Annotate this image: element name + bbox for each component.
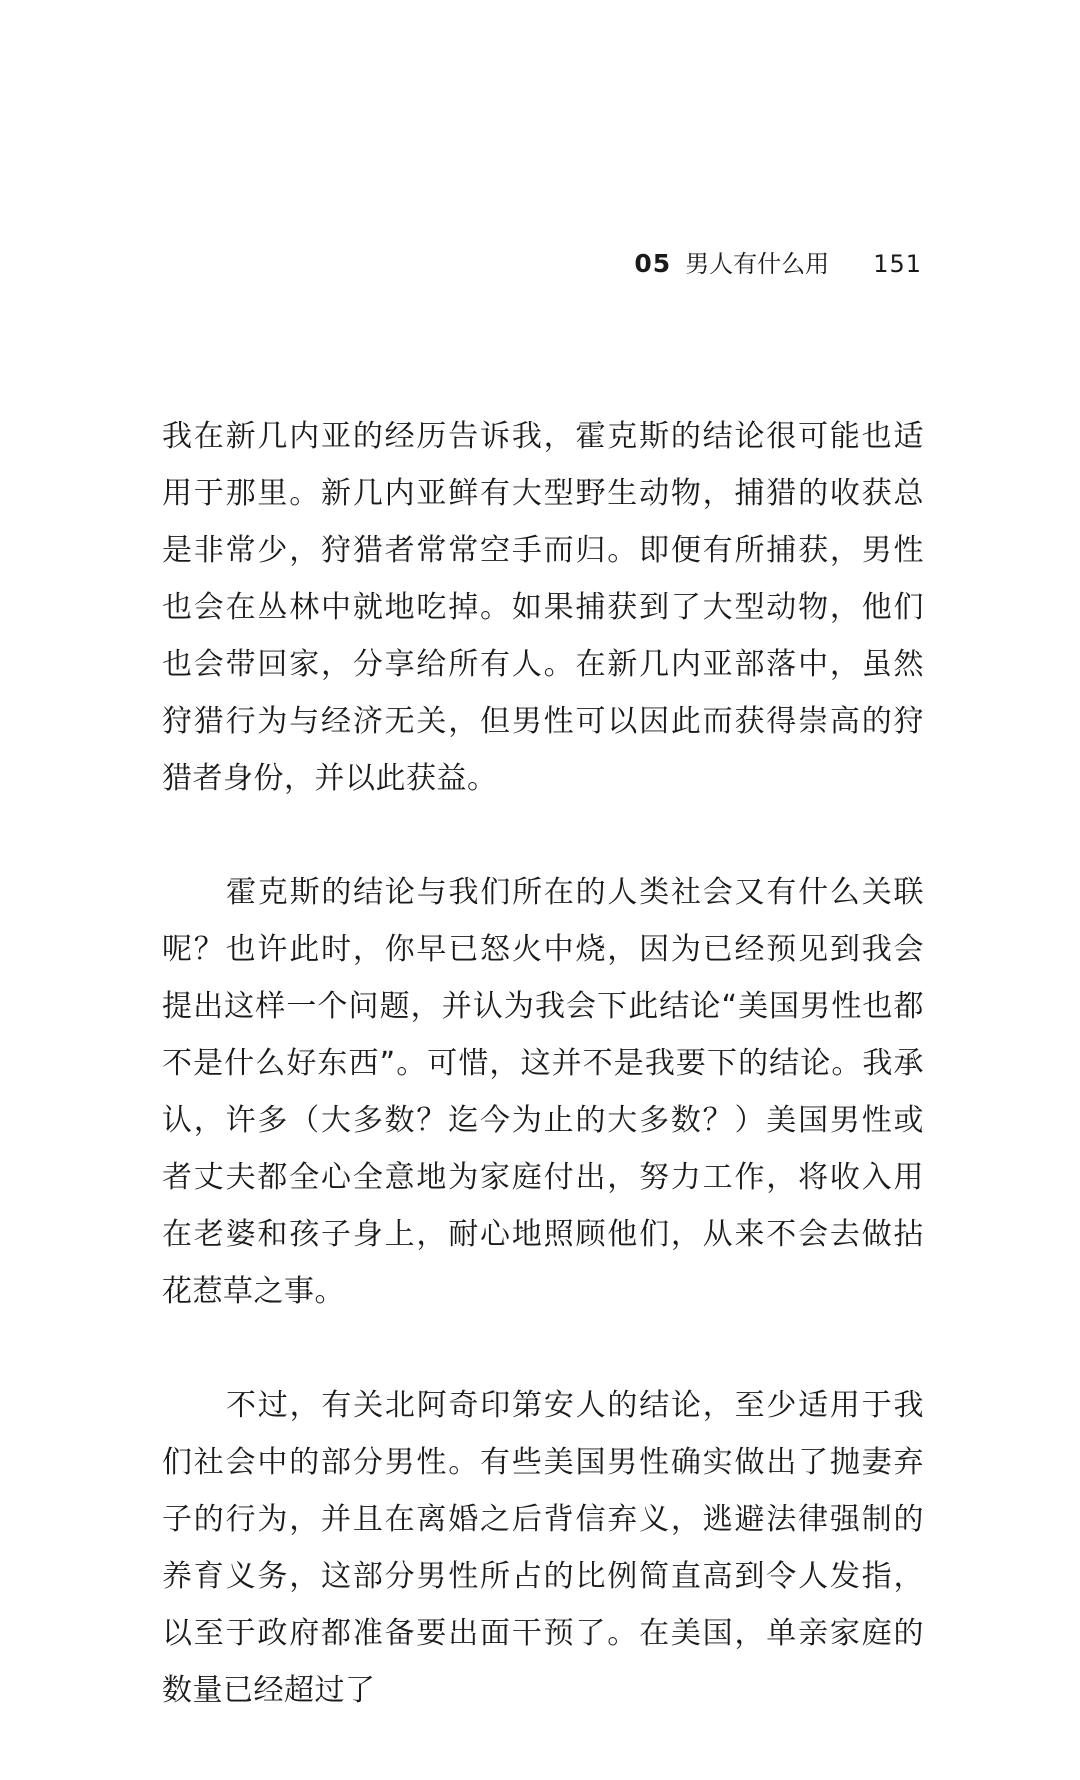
chapter-title: 男人有什么用 (685, 250, 830, 278)
paragraph-3: 不过，有关北阿奇印第安人的结论，至少适用于我们社会中的部分男性。有些美国男性确实做出了抛妻弃子的行为，并且在离婚之后背信弃义，逃避法律强制的养育义务，这部分男性所占的比例简直高到令人发指，以至于政府都准备要出面干预了。在美国，单亲家庭的数量已经超过了 (162, 1388, 924, 1708)
paragraph-1: 我在新几内亚的经历告诉我，霍克斯的结论很可能也适用于那里。新几内亚鲜有大型野生动物，捕猎的收获总是非常少，狩猎者常常空手而归。即便有所捕获，男性也会在丛林中就地吃掉。如果捕获到了大型动物，他们也会带回家，分享给所有人。在新几内亚部落中，虽然狩猎行为与经济无关，但男性可以因此而获得崇高的狩猎者身份，并以此获益。 (162, 419, 924, 796)
paragraph-2: 霍克斯的结论与我们所在的人类社会又有什么关联呢？也许此时，你早已怒火中烧，因为已经预见到我会提出这样一个问题，并认为我会下此结论“美国男性也都不是什么好东西”。可惜，这并不是我要下的结论。我承认，许多（大多数？迄今为止的大多数？）美国男性或者丈夫都全心全意地为家庭付出，努力工作，将收入用在老婆和孩子身上，耐心地照顾他们，从来不会去做拈花惹草之事。 (162, 875, 924, 1309)
body-text (162, 408, 924, 1719)
running-header (634, 244, 922, 279)
page-number: 151 (873, 250, 922, 278)
chapter-number: 05 (634, 249, 672, 278)
